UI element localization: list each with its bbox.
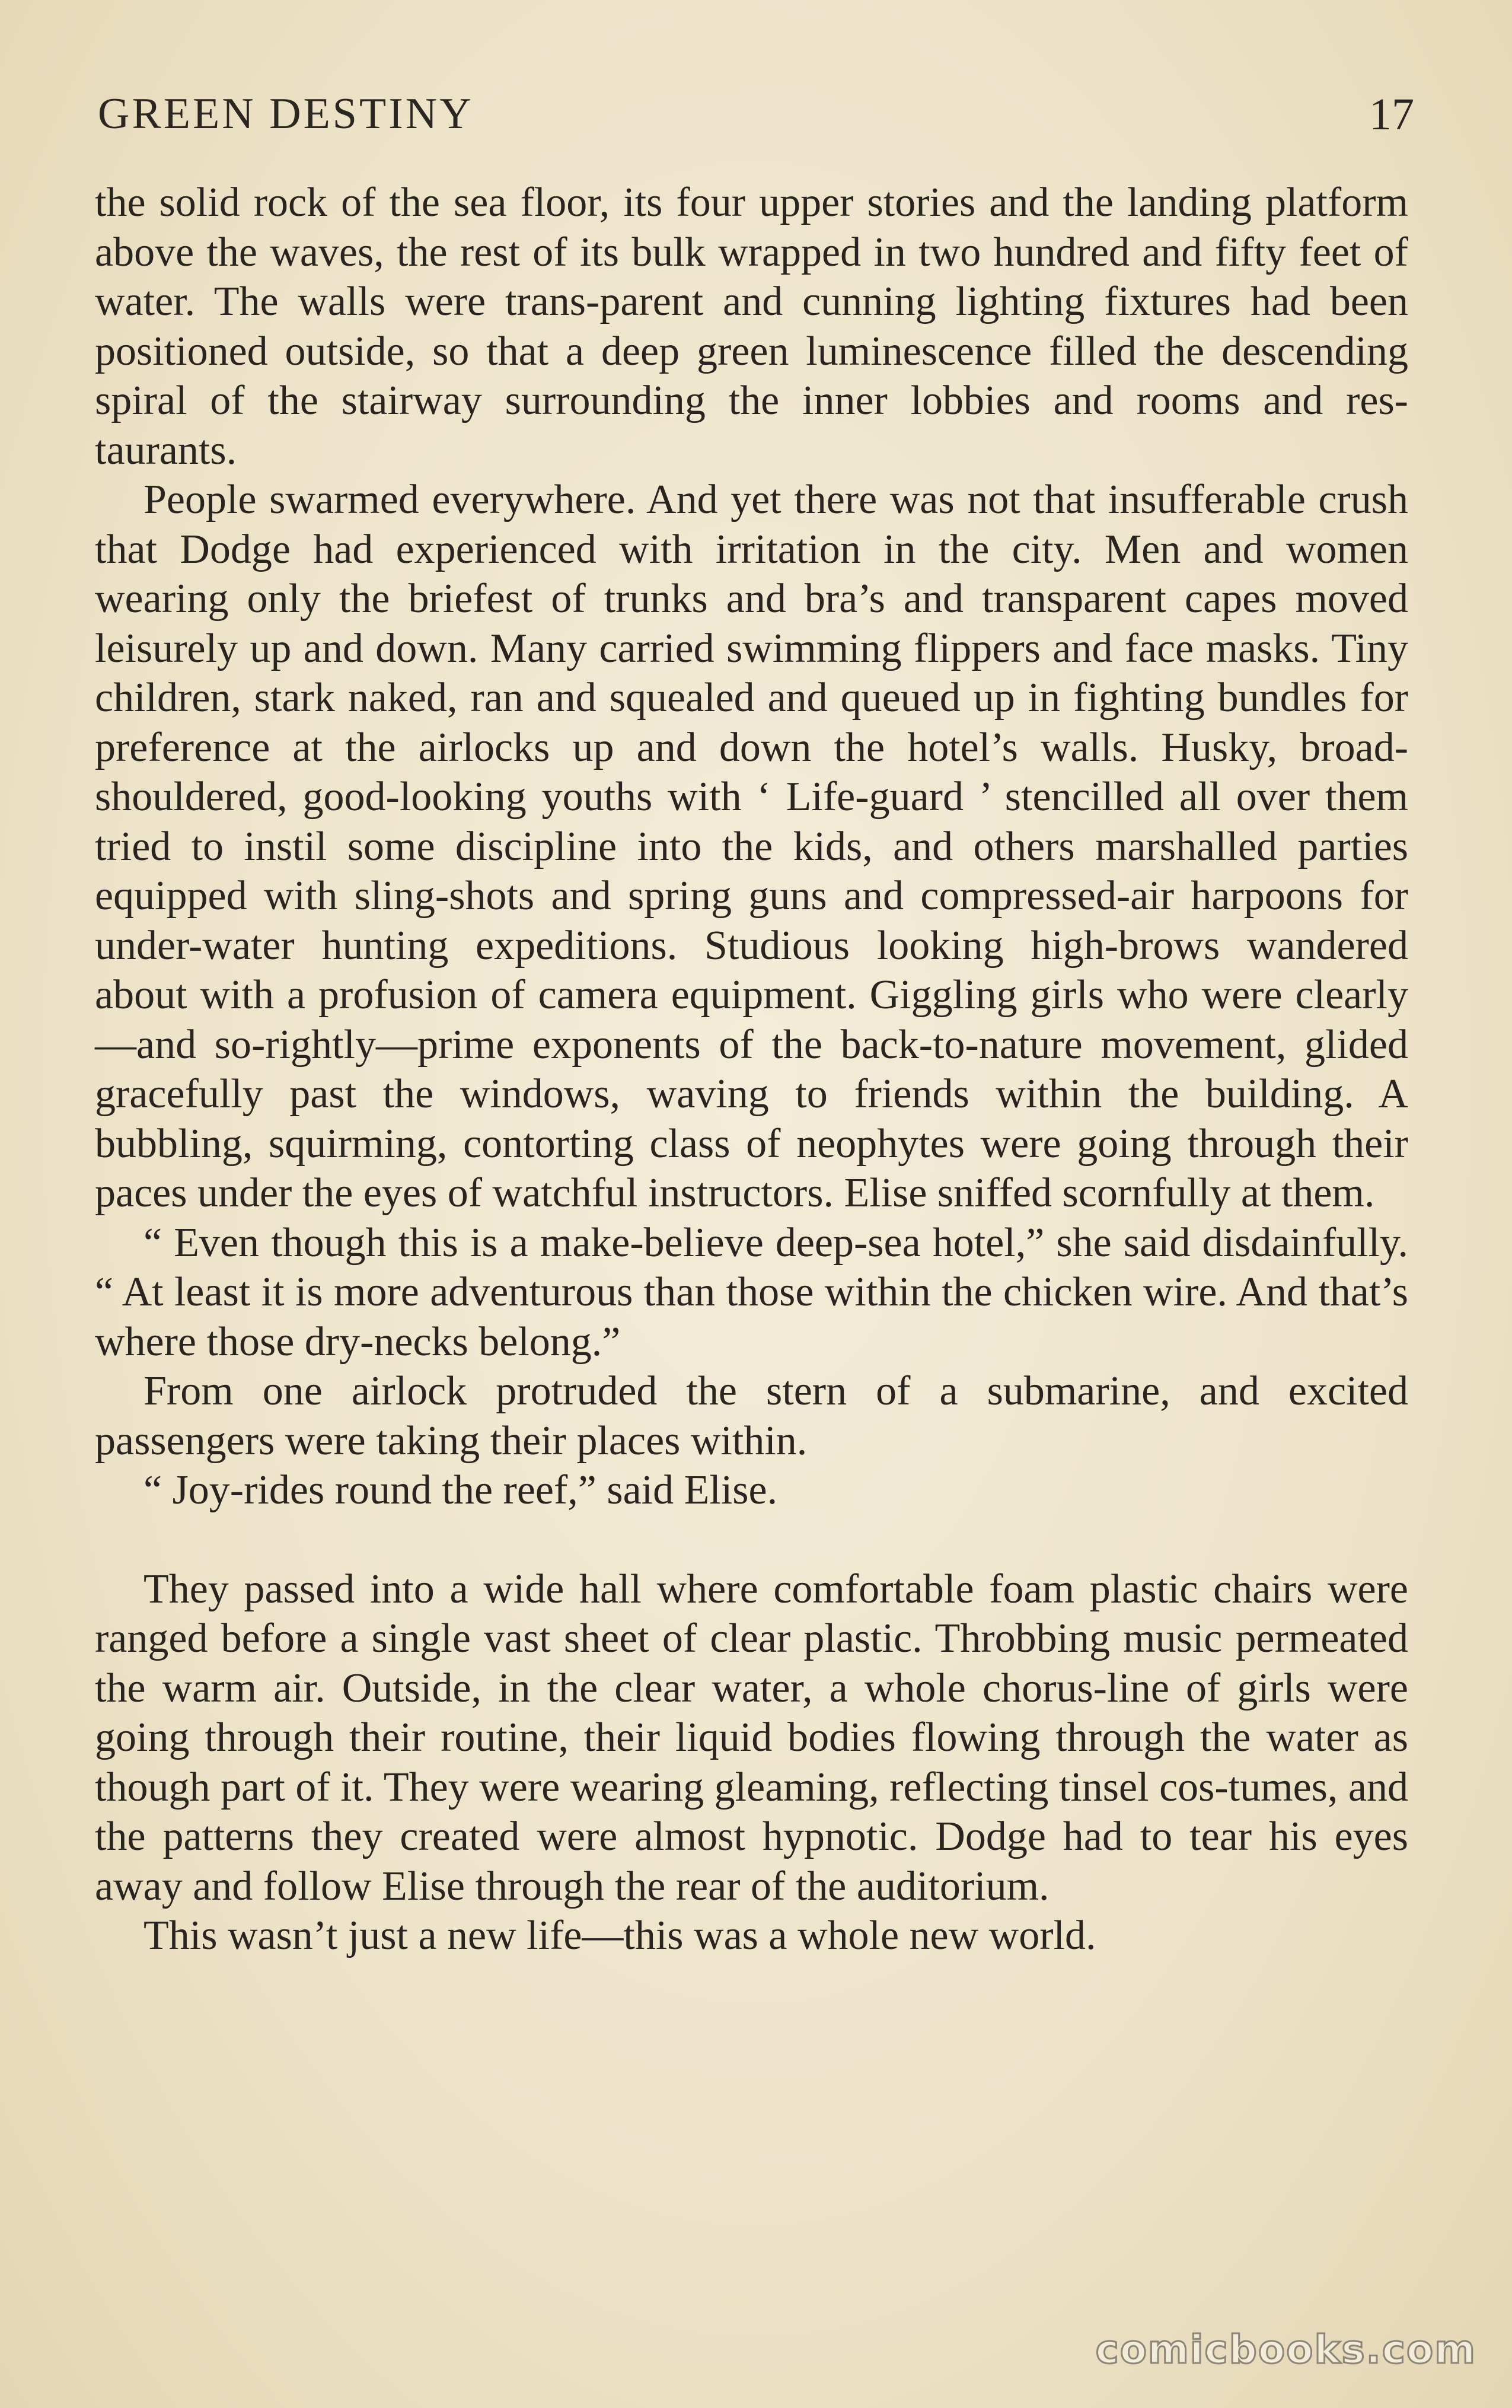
watermark: comicbooks.com bbox=[1095, 2327, 1476, 2372]
running-title: GREEN DESTINY bbox=[98, 90, 474, 138]
page-number: 17 bbox=[1369, 90, 1414, 139]
paragraph: “ Joy-rides round the reef,” said Elise. bbox=[143, 1467, 778, 1513]
running-head bbox=[98, 83, 1414, 148]
paragraph: People swarmed everywhere. And yet there was not that insufferable crush that Dodge had experienced with irritation in the city. Men and women wearing only the briefest of trunks and bra’s and transparent capes moved leisurely up and down. Many carried swimming flippers and face masks. Tiny children, stark naked, ran and squealed and queued up in fighting bundles for preference at the airlocks up and down the hotel’s walls. Husky, broad-shouldered, good-looking youths with ‘ Life-guard ’ stencilled all over them tried to instil some discipline into the kids, and others marshalled parties equipped with sling-shots and spring guns and compressed-air harpoons for under-water hunting expeditions. Studious looking high-brows wandered about with a profusion of camera equipment. Giggling girls who were clearly—and so-rightly—prime exponents of the back-to-nature movement, glided gracefully past the windows, waving to friends within the building. A bubbling, squirming, contorting class of neophytes were going through their paces under the eyes of watchful instructors. Elise sniffed scornfully at them. bbox=[95, 477, 1408, 1216]
paragraph: “ Even though this is a make-believe deep-sea hotel,” she said disdainfully. “ At least it is more adventurous than those within the chicken wire. And that’s where those dry-necks belong.” bbox=[95, 1219, 1408, 1365]
paragraph: From one airlock protruded the stern of a submarine, and excited passengers were taking their places within. bbox=[95, 1368, 1408, 1464]
paragraph: the solid rock of the sea floor, its four upper stories and the landing platform above the waves, the rest of its bulk wrapped in two hundred and fifty feet of water. The walls were trans-parent and cunning lighting fixtures had been positioned outside, so that a deep green luminescence filled the descending spiral of the stairway surrounding the inner lobbies and rooms and res-taurants. bbox=[95, 180, 1408, 473]
body-text bbox=[95, 178, 1408, 1961]
paragraph: They passed into a wide hall where comfortable foam plastic chairs were ranged before a single vast sheet of clear plastic. Throbbing music permeated the warm air. Outside, in the clear water, a whole chorus-line of girls were going through their routine, their liquid bodies flowing through the water as though part of it. They were wearing gleaming, reflecting tinsel cos-tumes, and the patterns they created were almost hypnotic. Dodge had to tear his eyes away and follow Elise through the rear of the auditorium. bbox=[95, 1566, 1408, 1909]
paragraph: This wasn’t just a new life—this was a whole new world. bbox=[143, 1913, 1096, 1958]
